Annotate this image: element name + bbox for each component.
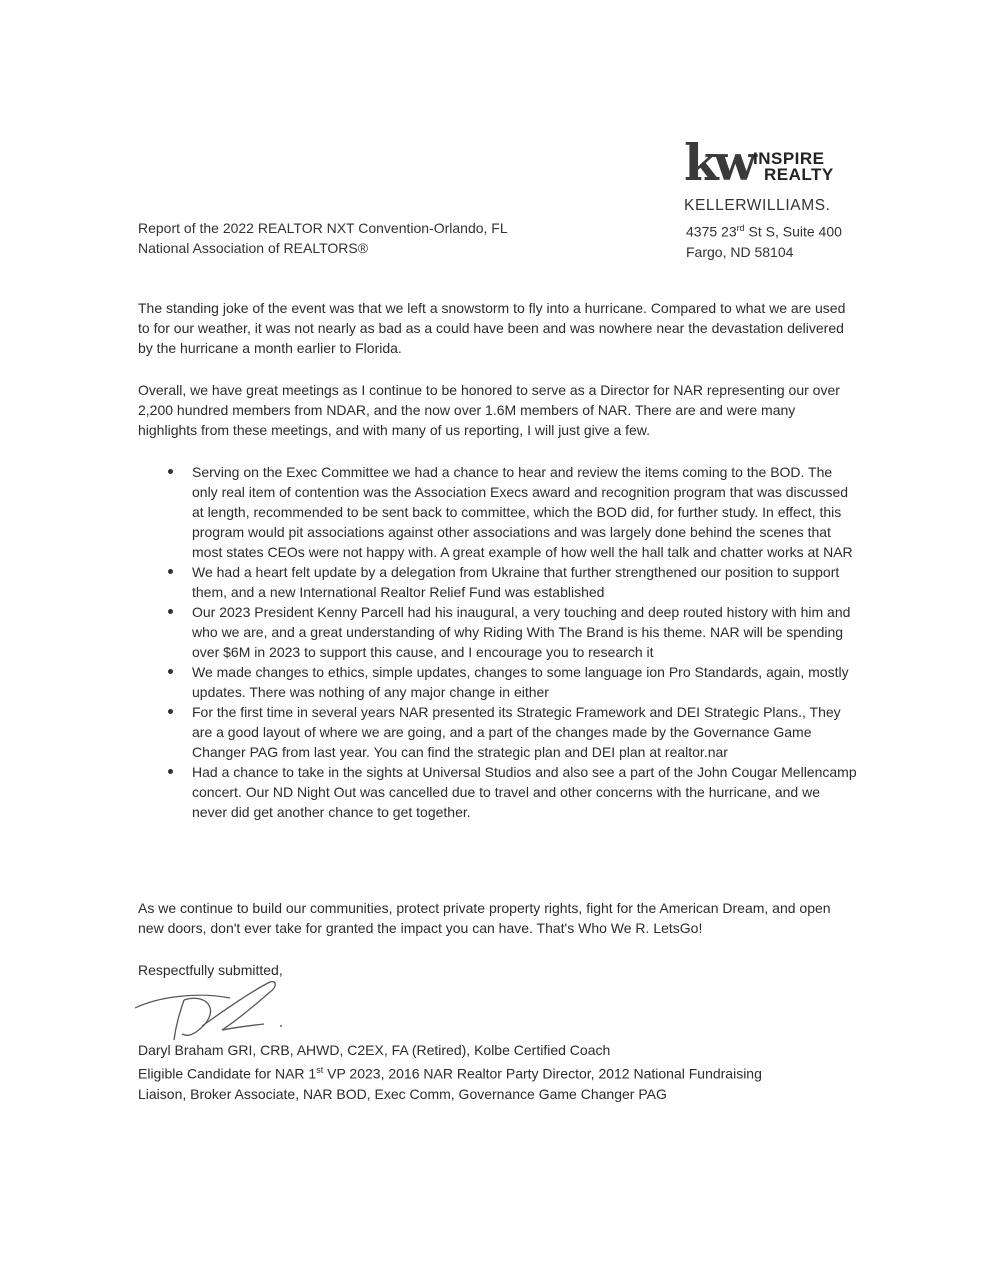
paragraph-overall: Overall, we have great meetings as I continue to be honored to serve as a Director for NAR representing our over 2,200 hundred members from NDAR, and the now over 1.6M members of NAR. There are and were many highlights from these meetings, and with many of us reporting, I will just give a few.: [138, 382, 840, 438]
paragraph-intro: The standing joke of the event was that we left a snowstorm to fly into a hurricane. Compared to what we are used to for our weather, it was not nearly as bad as a could have been and was nowhere near the devastation delivered by the hurricane a month earlier to Florida.: [138, 300, 846, 356]
list-item: We had a heart felt update by a delegation from Ukraine that further strengthened our position to support them, and a new International Realtor Relief Fund was established: [138, 562, 858, 602]
report-title: Report of the 2022 REALTOR NXT Convention-Orlando, FL: [138, 220, 508, 236]
address-line-2: Fargo, ND 58104: [686, 243, 794, 260]
highlights-list: [138, 462, 858, 822]
logo-brand-name: KELLERWILLIAMS.: [684, 197, 831, 214]
signer-credentials-1: Eligible Candidate for NAR 1st VP 2023, 2016 NAR Realtor Party Director, 2012 National Fundraising: [138, 1065, 762, 1082]
respectfully-submitted: Respectfully submitted,: [138, 962, 283, 978]
list-item: We made changes to ethics, simple updates, changes to some language ion Pro Standards, again, mostly updates. There was nothing of any major change in either: [138, 662, 858, 702]
address-line-1: 4375 23rd St S, Suite 400: [686, 223, 842, 240]
kw-logo: [684, 133, 854, 214]
list-item: For the first time in several years NAR presented its Strategic Framework and DEI Strategic Plans., They are a good layout of where we are going, and a part of the changes made by the Governance Game Changer PAG from last year. You can find the strategic plan and DEI plan at realtor.nar: [138, 702, 858, 762]
handwritten-signature: [130, 962, 300, 1042]
office-address: [686, 218, 842, 262]
logo-mark: kw: [684, 133, 752, 192]
signer-name: Daryl Braham GRI, CRB, AHWD, C2EX, FA (Retired), Kolbe Certified Coach: [138, 1042, 611, 1058]
list-item: Serving on the Exec Committee we had a chance to hear and review the items coming to the BOD. The only real item of contention was the Association Execs award and recognition program that was discussed at length, recommended to be sent back to committee, which the BOD did, for further study. In effect, this program would pit associations against other associations and was largely done behind the scenes that most states CEOs were not happy with. A great example of how well the hall talk and chatter works at NAR: [138, 462, 858, 562]
paragraph-closing: As we continue to build our communities, protect private property rights, fight for the American Dream, and open new doors, don't ever take for granted the impact you can have. That's Who We R. LetsGo!: [138, 900, 831, 936]
logo-line-inspire: INSPIRE: [753, 149, 825, 168]
list-item: Our 2023 President Kenny Parcell had his inaugural, a very touching and deep routed history with him and who we are, and a great understanding of why Riding With The Brand is his theme. NAR will be spending over $6M in 2023 to support this cause, and I encourage you to research it: [138, 602, 858, 662]
signer-credentials-2: Liaison, Broker Associate, NAR BOD, Exec Comm, Governance Game Changer PAG: [138, 1085, 667, 1102]
logo-line-realty: REALTY: [764, 165, 834, 184]
list-item: Had a chance to take in the sights at Universal Studios and also see a part of the John Cougar Mellencamp concert. Our ND Night Out was cancelled due to travel and other concerns with the hurricane, and we never did get another chance to get together.: [138, 762, 858, 822]
signature-block: [138, 1040, 858, 1104]
report-heading: [138, 218, 508, 258]
report-organization: National Association of REALTORS®: [138, 240, 369, 256]
